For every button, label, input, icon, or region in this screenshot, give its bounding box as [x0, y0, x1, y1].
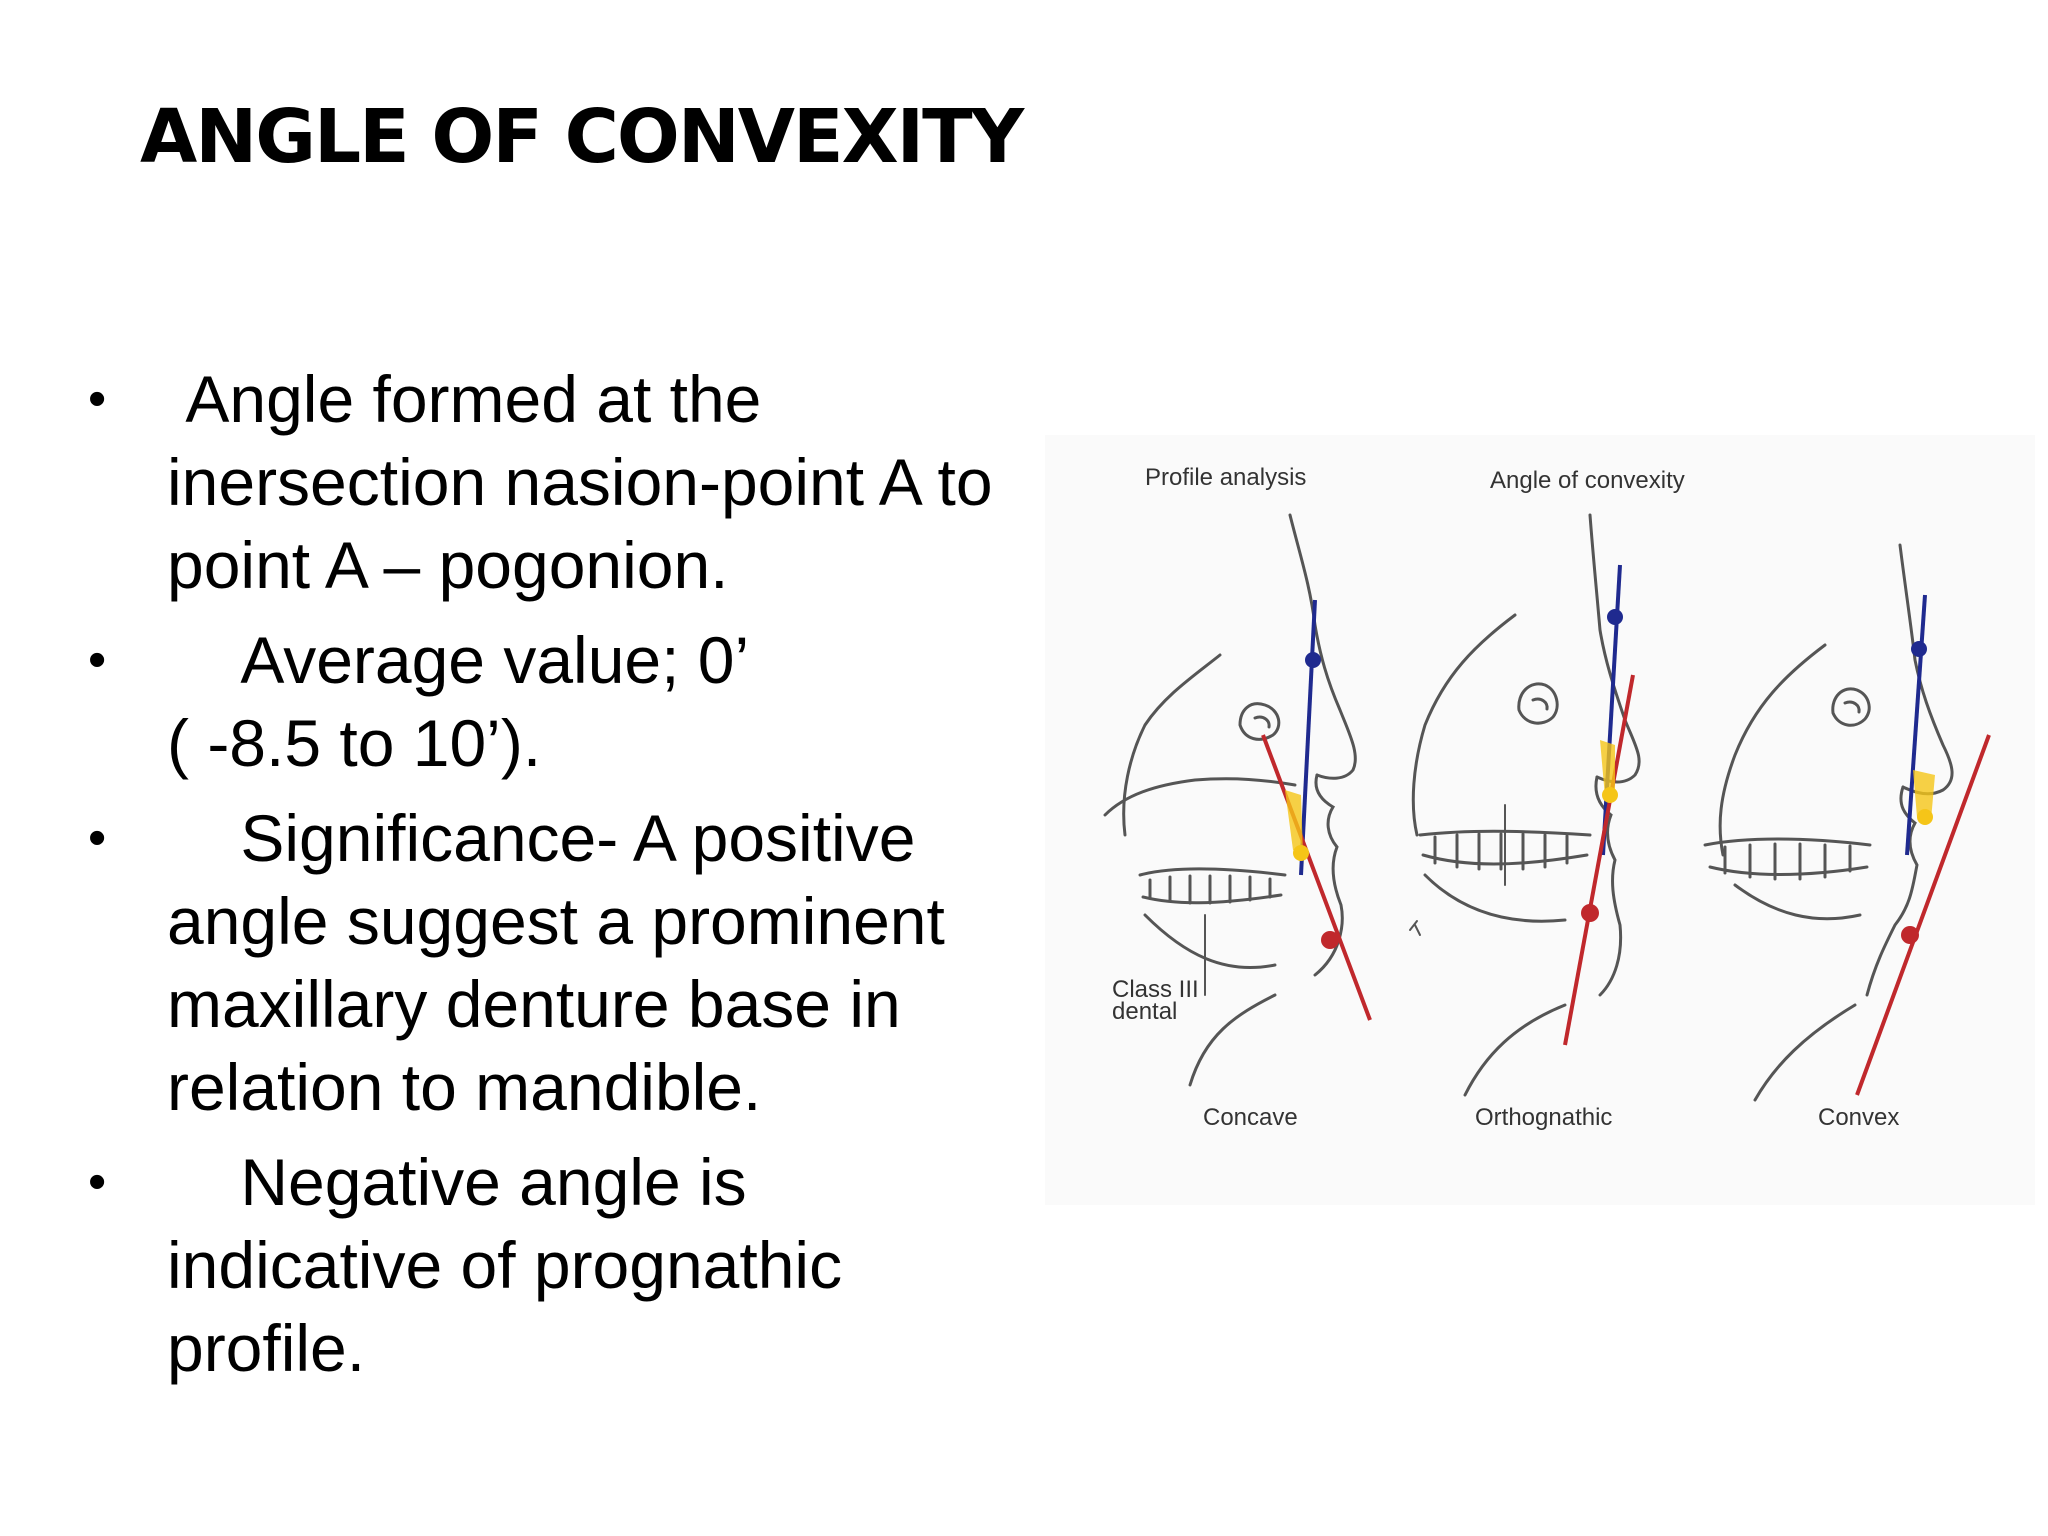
convex-point-a [1917, 809, 1933, 825]
label-profile-analysis: Profile analysis [1145, 464, 1307, 491]
concave-pogonion-point [1321, 931, 1339, 949]
bullet-item [88, 797, 1008, 1129]
profile-analysis-illustration [1045, 435, 2035, 1205]
bullet-text: Angle formed at the inersection nasion-point A to point A – pogonion. [167, 362, 1011, 602]
bullet-text: Average value; 0’ ( -8.5 to 10’). [167, 623, 750, 780]
orthognathic-nasion-point [1607, 609, 1623, 625]
bullet-text: Negative angle is indicative of prognathic profile. [167, 1145, 861, 1385]
label-convex: Convex [1818, 1104, 1900, 1131]
bullet-item [88, 619, 1008, 785]
label-angle-of-convexity: Angle of convexity [1490, 467, 1685, 494]
bullet-text: Significance- A positive angle suggest a prominent maxillary denture base in relation to mandible. [167, 801, 964, 1124]
label-concave: Concave [1203, 1104, 1298, 1131]
bullet-list [88, 358, 1011, 1402]
label-orthognathic: Orthognathic [1475, 1104, 1613, 1131]
convex-nasion-point [1911, 641, 1927, 657]
profile-analysis-figure [1045, 435, 2035, 1205]
slide-title: ANGLE OF CONVEXITY [140, 94, 1023, 180]
label-class-iii-dental: dental [1112, 998, 1178, 1025]
orthognathic-pogonion-point [1581, 904, 1599, 922]
bullet-item [88, 358, 1011, 607]
figure-background [1045, 435, 2035, 1205]
convex-pogonion-point [1901, 926, 1919, 944]
label-class-iii: Class III [1112, 976, 1199, 1003]
concave-point-a [1293, 845, 1309, 861]
concave-nasion-point [1305, 652, 1321, 668]
orthognathic-point-a [1602, 787, 1618, 803]
bullet-item [88, 1141, 1008, 1390]
